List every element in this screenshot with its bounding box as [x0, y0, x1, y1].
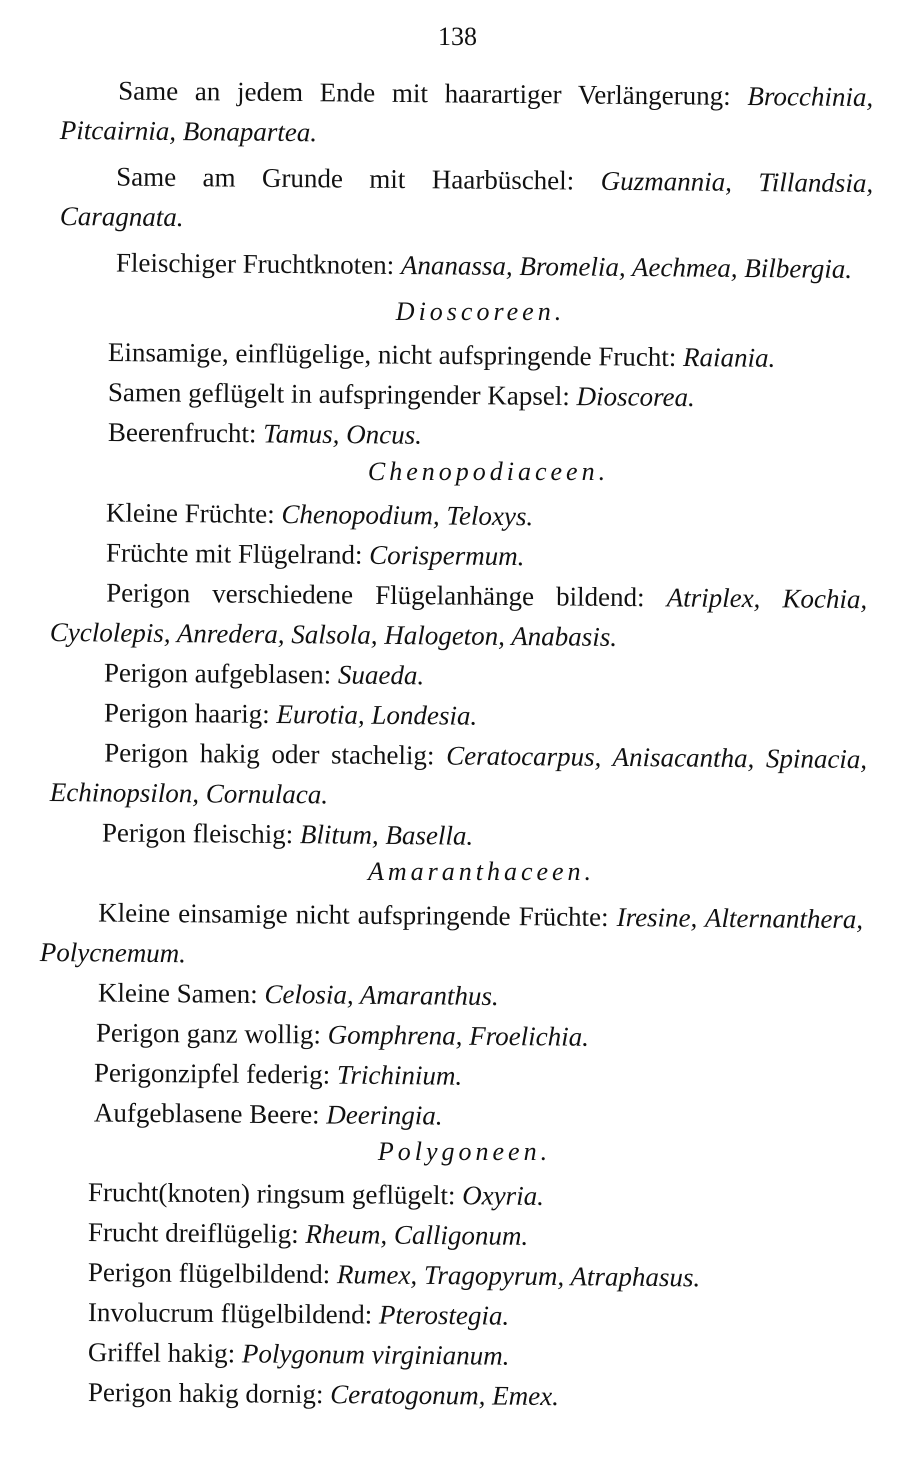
entry-genera: Ceratocarpus, Anisacantha, Spinacia, Echinopsilon, Cornulaca. — [49, 740, 868, 810]
entry-description: Perigon verschiedene Flügelanhänge bildend: — [106, 577, 645, 613]
entry — [40, 892, 864, 979]
entry-genera: Pterostegia. — [378, 1299, 510, 1331]
entry — [50, 492, 867, 539]
entry-genera: Ananassa, Bromelia, Aechmea, Bilbergia. — [400, 249, 853, 284]
entry — [88, 1172, 855, 1219]
entry — [60, 242, 873, 289]
entry-genera: Chenopodium, Teloxys. — [281, 499, 534, 532]
entry — [50, 732, 868, 819]
entry — [50, 652, 867, 699]
entry-description: Perigon haarig: — [103, 697, 270, 729]
section-bromeliaceen — [0, 70, 915, 282]
entry-description: Kleine Samen: — [97, 977, 258, 1009]
entry-description: Perigon hakig oder stachelig: — [104, 737, 435, 771]
family-heading: Chenopodiaceen. — [367, 457, 610, 486]
entry — [50, 692, 867, 739]
family-heading: Dioscoreen. — [395, 297, 566, 326]
entry-description: Beerenfrucht: — [107, 417, 257, 449]
entry-description: Griffel hakig: — [87, 1337, 236, 1369]
entry-description: Samen geflügelt in aufspringender Kapsel: — [107, 377, 570, 412]
entry-description: Aufgeblasene Beere: — [93, 1097, 320, 1130]
entry — [40, 1092, 863, 1139]
entry-genera: Gomphrena, Froelichia. — [327, 1019, 590, 1052]
entry — [60, 156, 874, 243]
entry-genera: Tamus, Oncus. — [263, 418, 423, 450]
entry-genera: Brocchinia, Pitcairnia, Bonapartea. — [59, 80, 874, 148]
entry — [88, 1292, 855, 1339]
entry-description: Kleine Früchte: — [105, 497, 275, 529]
entry — [88, 1252, 855, 1299]
entry — [88, 1212, 855, 1259]
text-block — [0, 70, 915, 1412]
entry-description: Involucrum flügelbildend: — [87, 1297, 373, 1330]
entry-description: Same an jedem Ende mit haarartiger Verlängerung: — [118, 75, 731, 111]
entry-genera: Polygonum virginianum. — [241, 1338, 510, 1371]
entry — [108, 412, 873, 459]
entry-genera: Ceratogonum, Emex. — [330, 1379, 560, 1412]
entry-genera: Celosia, Amaranthus. — [264, 978, 499, 1012]
entry — [108, 372, 873, 419]
entry-description: Kleine einsamige nicht aufspringende Früchte: — [98, 897, 609, 932]
entry-genera: Rumex, Tragopyrum, Atraphasus. — [336, 1259, 701, 1293]
section-chenopodiaceen — [0, 452, 915, 852]
entry — [50, 532, 867, 579]
section-amaranthaceen — [0, 852, 915, 1132]
entry-genera: Guzmannia, Tillandsia, Caragnata. — [59, 165, 874, 233]
entry-genera: Oxyria. — [462, 1180, 545, 1211]
entry-description: Frucht dreiflügelig: — [87, 1217, 299, 1249]
entry-description: Perigon flügelbildend: — [87, 1257, 331, 1290]
entry-description: Früchte mit Flügelrand: — [105, 537, 363, 570]
entry-description: Perigonzipfel federig: — [93, 1057, 331, 1090]
entry-genera: Rheum, Calligonum. — [305, 1218, 529, 1251]
entry-genera: Suaeda. — [337, 659, 425, 691]
page-number: 138 — [438, 22, 477, 51]
entry-genera: Deeringia. — [326, 1099, 443, 1131]
entry-genera: Raiania. — [682, 342, 776, 373]
entry-genera: Corispermum. — [369, 539, 525, 572]
entry-description: Same am Grunde mit Haarbüschel: — [116, 161, 575, 196]
entry-description: Fleischiger Fruchtknoten: — [115, 247, 395, 280]
family-heading: Amaranthaceen. — [367, 857, 596, 886]
entry — [88, 1372, 855, 1419]
section-dioscoreen — [0, 292, 915, 452]
entry-genera: Iresine, Alternanthera, Polycnemum. — [39, 902, 864, 969]
entry — [108, 332, 873, 379]
entry — [60, 70, 874, 157]
entry-description: Perigon ganz wollig: — [95, 1017, 322, 1050]
entry-description: Perigon hakig dornig: — [87, 1377, 324, 1410]
entry-genera: Dioscorea. — [576, 381, 695, 413]
entry-description: Einsamige, einflügelige, nicht aufspringende Frucht: — [107, 337, 677, 372]
entry-description: Perigon aufgeblasen: — [103, 657, 332, 690]
family-heading: Polygoneen. — [377, 1137, 552, 1166]
entry — [50, 812, 867, 859]
section-polygoneen — [0, 1132, 915, 1412]
entry — [50, 572, 868, 659]
entry-description: Perigon fleischig: — [101, 817, 294, 850]
entry — [88, 1332, 855, 1379]
entry-genera: Eurotia, Londesia. — [276, 698, 478, 731]
entry-genera: Blitum, Basella. — [299, 819, 474, 851]
entry-description: Frucht(knoten) ringsum geflügelt: — [87, 1177, 456, 1211]
entry-genera: Atriplex, Kochia, Cyclolepis, Anredera, Salsola, Halogeton, Anabasis. — [49, 582, 868, 652]
entry-genera: Trichinium. — [336, 1059, 463, 1091]
